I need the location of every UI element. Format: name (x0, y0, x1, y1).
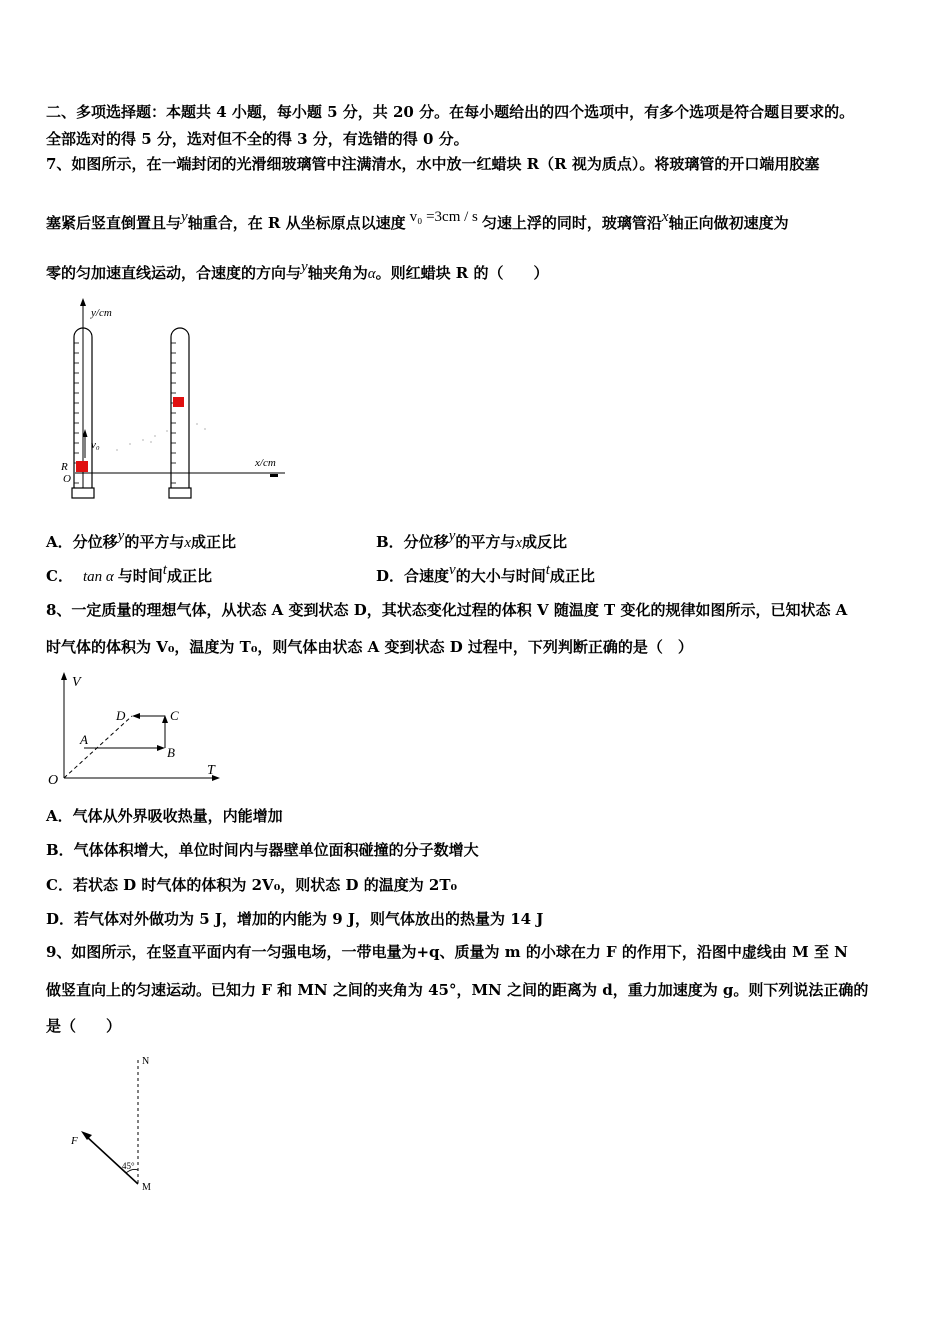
q7-x-label: x/cm (255, 457, 276, 469)
q9-force-f-line (86, 1136, 138, 1184)
q7-x-axis-end-mark (270, 474, 278, 477)
q9-m-label: M (142, 1182, 151, 1193)
q7-option-a-text2: 的平方与 (124, 533, 185, 551)
q9-line2: 做竖直向上的匀速运动。已知力 F 和 MN 之间的夹角为 45°，MN 之间的距离为 d，重力加速度为 g。则下列说法正确的 (46, 981, 869, 999)
section-header-line2: 全部选对的得 5 分，选对但不全的得 3 分，有选错的得 0 分。 (46, 130, 469, 148)
q7-wax-block-end (173, 397, 184, 407)
q7-trajectory-dots (116, 423, 206, 451)
q9-f-label: F (71, 1135, 78, 1147)
q7-v0-label: v₀ (91, 439, 100, 451)
q7-y-symbol: y (181, 209, 188, 225)
q7-option-b-text2: 的平方与 (455, 533, 516, 551)
q7-option-d-t: t (545, 562, 550, 578)
q7-line3-a: 零的匀加速直线运动，合速度的方向与 (46, 264, 302, 282)
q7-option-c-text3: 成正比 (166, 567, 212, 585)
q7-option-b-y: y (448, 528, 456, 544)
q7-line3-b: 轴夹角为 (307, 264, 368, 282)
q7-option-c-text1: C． (46, 567, 73, 585)
q7-figure (55, 298, 295, 503)
q7-option-c (46, 562, 212, 587)
q7-y-label: y/cm (91, 307, 112, 319)
q7-option-a-x: x (184, 535, 191, 551)
q9-line1: 9、如图所示，在竖直平面内有一匀强电场，一带电量为+q、质量为 m 的小球在力 F 的作用下，沿图中虚线由 M 至 N (46, 943, 848, 961)
q7-line3 (46, 259, 549, 284)
q8-line1: 8、一定质量的理想气体，从状态 A 变到状态 D，其状态变化过程的体积 V 随温度 T 变化的规律如图所示，已知状态 A (46, 601, 848, 619)
q7-option-a-y: y (117, 528, 125, 544)
q8-v-label: V (72, 675, 81, 690)
q7-v0-formula: v₀ =3cm / s (409, 209, 478, 225)
q9-line3: 是（ ） (46, 1017, 122, 1035)
q7-wax-block-start (76, 461, 88, 472)
q8-figure (44, 668, 229, 788)
section-header-line1: 二、多项选择题：本题共 4 小题，每小题 5 分，共 20 分。在每小题给出的四个选项中，有多个选项是符合题目要求的。 (46, 103, 855, 121)
q8-t-label: T (207, 763, 215, 778)
q7-option-d-text2: 的大小与时间 (455, 567, 546, 585)
q7-line3-c: 。则红蜡块 R 的（ ） (375, 264, 549, 282)
q9-angle-label: 45° (122, 1161, 135, 1171)
q7-R-label: R (61, 461, 68, 473)
q8-o-label: O (48, 773, 59, 788)
q7-option-d-text1: D．合速度 (376, 567, 450, 585)
q7-option-a-text1: A．分位移 (46, 533, 118, 551)
q8-path-ab-arrow (157, 745, 165, 751)
q7-line2-c: 匀速上浮的同时，玻璃管沿 (481, 214, 662, 232)
q7-tube-right-ticks (171, 343, 176, 483)
q9-force-f-arrowhead (81, 1131, 92, 1140)
q9-n-label: N (142, 1056, 150, 1067)
q7-option-c-t: t (162, 562, 167, 578)
q7-y-axis-arrow (80, 298, 86, 306)
q7-option-c-text2: 与时间 (117, 567, 163, 585)
q8-line2: 时气体的体积为 V₀，温度为 T₀，则气体由状态 A 变到状态 D 过程中，下列判断正确的是（ ） (46, 638, 693, 656)
q7-line2-b: 轴重合，在 R 从坐标原点以速度 (187, 214, 406, 232)
q8-option-a: A．气体从外界吸收热量，内能增加 (46, 807, 283, 825)
q7-line1: 7、如图所示，在一端封闭的光滑细玻璃管中注满清水，水中放一红蜡块 R（R 视为质点）。将玻璃管的开口端用胶塞 (46, 155, 820, 173)
q8-a-label: A (80, 732, 88, 747)
q8-v-axis-arrow (61, 672, 67, 680)
q7-option-b-text1: B．分位移 (376, 533, 449, 551)
q8-path-cd-arrow (132, 713, 140, 719)
q7-x-symbol: x (661, 209, 669, 225)
q9-figure (66, 1048, 176, 1198)
q7-option-d-v: v (449, 562, 456, 578)
q7-stopper-right (169, 488, 191, 498)
q7-option-d-text3: 成正比 (549, 567, 595, 585)
q7-y-symbol-2: y (301, 259, 308, 275)
q8-option-d: D．若气体对外做功为 5 J，增加的内能为 9 J，则气体放出的热量为 14 J (46, 910, 544, 928)
q8-c-label: C (170, 708, 179, 723)
q7-line2-d: 轴正向做初速度为 (668, 214, 789, 232)
q8-option-c: C．若状态 D 时气体的体积为 2V₀，则状态 D 的温度为 2T₀ (46, 876, 458, 894)
q7-stopper-left (72, 488, 94, 498)
q8-dashed-line (64, 716, 132, 778)
q8-d-label: D (116, 708, 126, 723)
q7-O-label: O (63, 473, 71, 485)
q7-alpha-symbol: α (367, 266, 376, 282)
q7-option-b (376, 528, 568, 553)
q7-option-b-x: x (515, 535, 523, 551)
q7-line2 (46, 209, 789, 234)
q7-option-a (46, 528, 237, 553)
q7-option-d (376, 562, 595, 587)
q7-option-c-tan: tan α (82, 569, 114, 585)
q7-option-b-text3: 成反比 (522, 533, 568, 551)
q8-b-label: B (167, 745, 175, 760)
q7-line2-a: 塞紧后竖直倒置且与 (46, 214, 182, 232)
q7-option-a-text3: 成正比 (191, 533, 237, 551)
q8-option-b: B．气体体积增大，单位时间内与器壁单位面积碰撞的分子数增大 (46, 841, 479, 859)
